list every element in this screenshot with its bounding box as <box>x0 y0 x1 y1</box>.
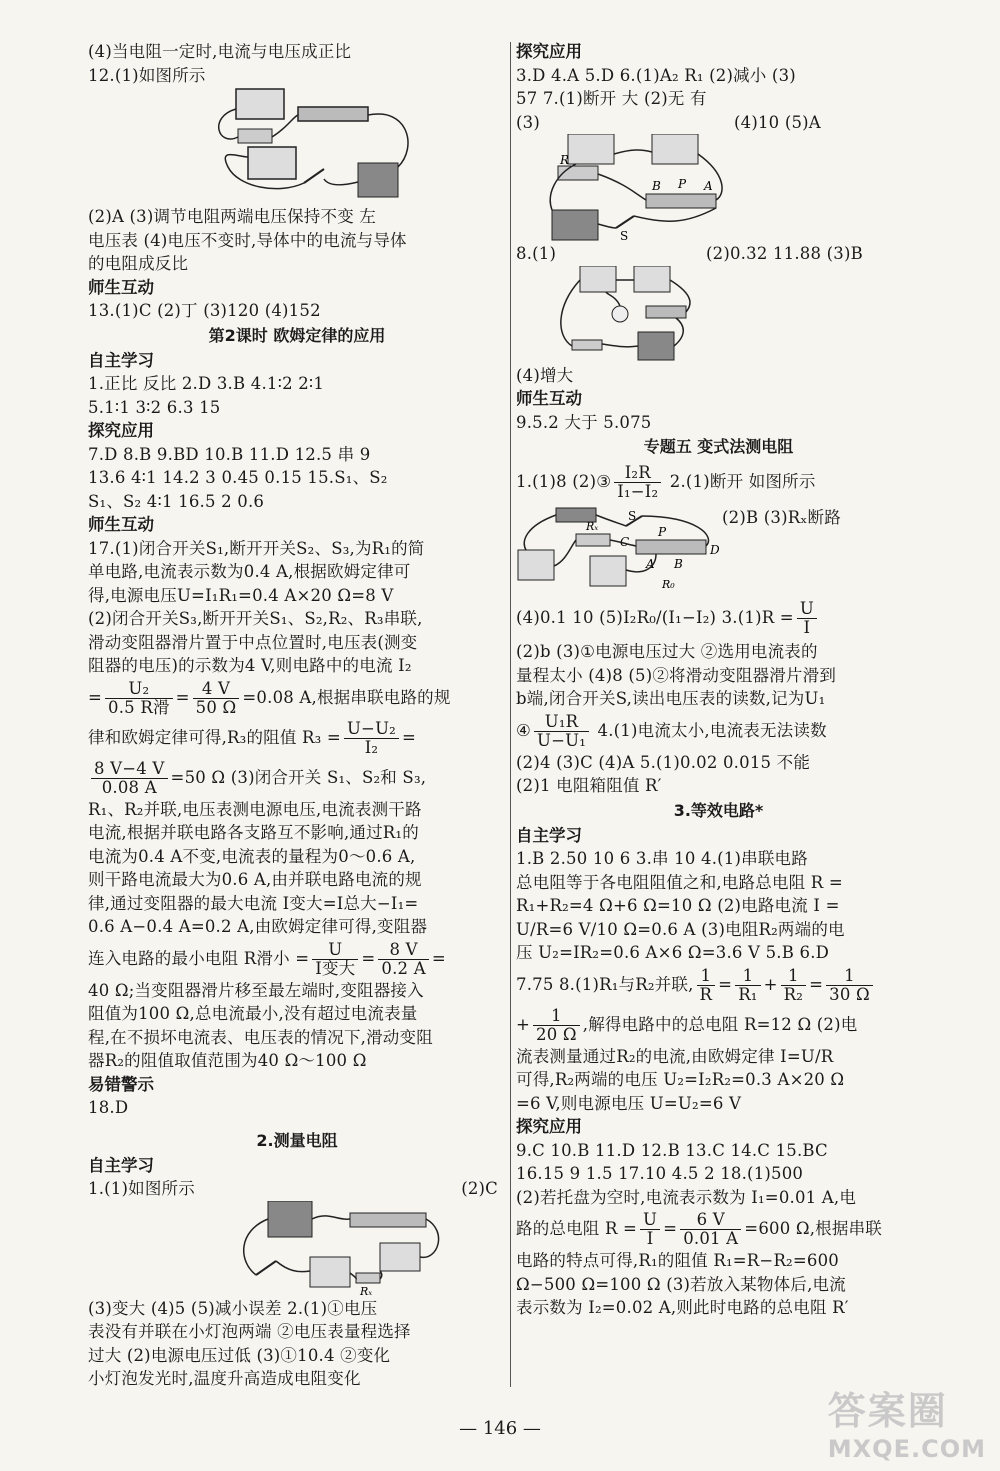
text-line: 小灯泡发光时,温度升高造成电阻变化 <box>88 1369 361 1388</box>
text-line: 阻器的电压)的示数为4 V,则电路中的电流 I₂ <box>88 656 412 675</box>
label-b: B <box>674 557 683 571</box>
formula-line: 律和欧姆定律可得,R₃的阻值 R₃ = $\frac{\text{U−U₂}}{\text{I₂}}$ = <box>88 718 417 757</box>
fraction: $\frac{U}{I}$ <box>640 1211 660 1248</box>
section-heading: 探究应用 <box>516 1117 582 1136</box>
label-d: D <box>710 543 720 557</box>
text-line: 1.B 2.50 10 6 3.串 10 4.(1)串联电路 <box>516 849 808 868</box>
text-span: = <box>88 687 103 707</box>
fraction: $\frac{8 V}{0.2 A}$ <box>378 941 428 978</box>
label-c: C <box>620 535 630 549</box>
text-line: 18.D <box>88 1098 129 1117</box>
text-line: 电路的特点可得,R₁的阻值 R₁=R−R₂=600 <box>516 1251 839 1270</box>
label-r: R <box>560 153 570 167</box>
section-heading: 自主学习 <box>88 350 154 370</box>
lesson-title: 3.等效电路* <box>673 800 764 820</box>
text-line: 总电阻等于各电阻阻值之和,电路总电阻 R = <box>516 872 843 892</box>
label-r0: R₀ <box>662 578 675 591</box>
section-heading: 自主学习 <box>88 1155 154 1175</box>
resistor-figure <box>576 534 610 546</box>
ammeter-figure <box>518 550 554 580</box>
fraction: $\frac{1}{\text{R₂}}$ <box>781 967 806 1004</box>
lesson-title: 第2课时 欧姆定律的应用 <box>208 325 386 345</box>
rheostat-figure <box>636 540 706 554</box>
text-line: 过大 (2)电源电压过低 (3)①10.4 ②变化 <box>88 1345 391 1365</box>
text-line: (3)变大 (4)5 (5)减小误差 2.(1)①电压 <box>88 1298 378 1318</box>
battery-figure <box>268 1201 312 1237</box>
text-line: (2)b (3)①电源电压过大 ②选用电流表的 <box>516 642 818 661</box>
fraction: $\frac{1}{20 \Omega}$ <box>533 1007 580 1044</box>
text-span: (2)B (3)Rₓ断路 <box>722 508 841 527</box>
text-line: 可得,R₂两端的电压 U₂=I₂R₂=0.3 A×20 Ω <box>516 1070 845 1089</box>
text-span: (2)0.32 11.88 (3)B <box>706 244 863 263</box>
text-line: (4)增大 <box>516 365 574 385</box>
text-span: (4)10 (5)A <box>734 112 821 132</box>
rheostat-figure <box>646 306 686 318</box>
circuit-figure-7 <box>516 134 921 242</box>
section-heading: 探究应用 <box>88 421 154 440</box>
text-line: 9.C 10.B 11.D 12.B 13.C 14.C 15.BC <box>516 1140 828 1160</box>
text-line: 滑动变阻器滑片置于中点位置时,电压表(测变 <box>88 632 418 652</box>
switch-figure <box>256 1261 276 1275</box>
text-line: S₁、S₂ 4∶1 16.5 2 0.6 <box>88 491 265 511</box>
page-number: — 146 — <box>459 1418 541 1439</box>
text-line: 40 Ω;当变阻器滑片移至最左端时,变阻器接入 <box>88 980 424 1000</box>
rheostat-figure <box>646 194 716 208</box>
text-span: (2)C <box>461 1179 498 1198</box>
label-s: S <box>628 509 637 523</box>
label-rx: Rₓ <box>586 520 599 533</box>
text-line: 律,通过变阻器的最大电流 I变大=I总大−I₁= <box>88 893 419 913</box>
formula-line: ④ $\frac{\text{U₁R}}{\text{U−U₁}}$ 4.(1)电流太小,电流表无法读数 <box>516 711 827 750</box>
fraction: $\frac{\text{U₁R}}{\text{U−U₁}}$ <box>534 713 589 750</box>
switch-figure <box>572 340 602 350</box>
text-line: U/R=6 V/10 Ω=0.6 A (3)电阻R₂两端的电 <box>516 919 845 939</box>
text-line: 器R₂的阻值取值范围为40 Ω～100 Ω <box>88 1051 367 1070</box>
text-line: (2)1 电阻箱阻值 R′ <box>516 776 662 795</box>
battery-figure <box>358 163 398 197</box>
label-p: P <box>678 177 687 191</box>
watermark-logo-text: 答案圈 <box>827 1389 948 1433</box>
text-line: 电流,根据并联电路各支路互不影响,通过R₁的 <box>88 823 419 842</box>
text-line: R₁、R₂并联,电压表测电源电压,电流表测干路 <box>88 799 422 819</box>
text-line: 表示数为 I₂=0.02 A,则此时电路的总电阻 R′ <box>516 1298 849 1317</box>
text-line <box>516 242 921 266</box>
text-line: 量程太小 (4)8 (5)②将滑动变阻器滑片滑到 <box>516 665 837 685</box>
text-line: 16.15 9 1.5 17.10 4.5 2 18.(1)500 <box>516 1164 804 1183</box>
text-line: 0.6 A−0.4 A=0.2 A,由欧姆定律可得,变阻器 <box>88 917 428 936</box>
voltmeter-figure <box>380 1243 420 1271</box>
ammeter-figure <box>310 1257 350 1287</box>
text-span: 8.(1) <box>516 244 557 263</box>
text-line: 1.正比 反比 2.D 3.B 4.1∶2 2∶1 <box>88 374 325 393</box>
fraction: $\frac{1}{30 \Omega}$ <box>826 967 873 1004</box>
label-rx: Rₓ <box>360 1284 373 1297</box>
voltmeter-figure <box>590 556 626 586</box>
battery-figure <box>638 332 674 360</box>
circuit-figure-measure <box>88 1201 506 1297</box>
lesson-title: 2.测量电阻 <box>256 1130 338 1150</box>
fraction: $\frac{6 V}{0.01 A}$ <box>680 1211 741 1248</box>
text-line: R₁+R₂=4 Ω+6 Ω=10 Ω (2)电路电流 I = <box>516 896 840 915</box>
text-line: 57 7.(1)断开 大 (2)无 有 <box>516 89 707 108</box>
text-line: (2)闭合开关S₃,断开开关S₁、S₂,R₂、R₃串联, <box>88 609 423 628</box>
formula-line: $\frac{8 V-4 V}{0.08 A}$ =50 Ω (3)闭合开关 S₁、S₂和 S₃, <box>88 758 506 798</box>
text-line: 压 U₂=IR₂=0.6 A×6 Ω=3.6 V 5.B 6.D <box>516 943 830 962</box>
label-a: A <box>704 179 713 193</box>
voltmeter-figure <box>236 89 284 119</box>
switch-figure <box>304 169 324 183</box>
text-line: 5.1∶1 3∶2 6.3 15 <box>88 397 221 417</box>
label-s: S <box>620 229 629 242</box>
voltmeter-figure <box>568 134 614 164</box>
section-heading: 师生互动 <box>88 277 154 297</box>
label-p: P <box>658 525 667 539</box>
resistor-figure <box>238 129 272 143</box>
circuit-figure-8 <box>516 266 921 364</box>
left-column <box>88 40 506 1391</box>
formula-line: 7.75 8.(1)R₁与R₂并联, $\frac{1}{R}$ = $\frac{1}{\text{R₁}}$ + $\frac{1}{\text{R₂}}$ = $\frac{1}{30 \Omega}$ <box>516 965 921 1005</box>
formula-line: 连入电路的最小电阻 R滑小 = $\frac{U}{\text{I变大}}$ = $\frac{8 V}{0.2 A}$ = <box>88 939 446 978</box>
text-line: 的电阻成反比 <box>88 254 189 273</box>
text-line: 13.6 4∶1 14.2 3 0.45 0.15 15.S₁、S₂ <box>88 468 388 487</box>
text-line: (2)若托盘为空时,电流表示数为 I₁=0.01 A,电 <box>516 1187 857 1207</box>
fraction: $\frac{\text{U−U₂}}{\text{I₂}}$ <box>344 720 399 757</box>
watermark <box>828 1380 986 1463</box>
fraction: $\frac{U}{I}$ <box>797 600 817 637</box>
section-heading: 探究应用 <box>516 42 582 61</box>
fraction: $\frac{\text{I₂R}}{\text{I₁−I₂}}$ <box>614 464 661 501</box>
ammeter-figure <box>248 147 296 179</box>
formula-line: (4)0.1 10 (5)I₂R₀/(I₁−I₂) 3.(1)R = $\frac{U}{I}$ <box>516 596 921 640</box>
text-line: 9.5.2 大于 5.075 <box>516 412 652 432</box>
fraction: $\frac{U}{\text{I变大}}$ <box>312 941 358 978</box>
ammeter-figure <box>580 266 616 292</box>
bulb-figure <box>612 306 628 322</box>
formula-line: = $\frac{\text{U₂}}{\text{0.5 R滑}}$ = $\frac{4 V}{50 \Omega}$ =0.08 A,根据串联电路的规 <box>88 678 451 717</box>
column-divider <box>510 42 511 1387</box>
text-line: 程,在不损坏电流表、电压表的情况下,滑动变阻 <box>88 1027 433 1047</box>
circuit-figure-topic5 <box>516 506 921 596</box>
text-line <box>88 1177 506 1201</box>
text-line: b端,闭合开关S,读出电压表的读数,记为U₁ <box>516 689 826 708</box>
text-span: 1.(1)如图所示 <box>88 1179 195 1198</box>
section-heading: 师生互动 <box>88 515 154 534</box>
text-line: 则干路电流最大为0.6 A,由并联电路电流的规 <box>88 870 422 889</box>
fraction: $\frac{8 V-4 V}{0.08 A}$ <box>91 760 168 797</box>
text-line: (4)当电阻一定时,电流与电压成正比 <box>88 42 352 61</box>
fraction: $\frac{1}{\text{R₁}}$ <box>735 967 760 1004</box>
label-a: A <box>646 557 655 571</box>
watermark-url: MXQE.COM <box>827 1435 986 1463</box>
topic-title: 专题五 变式法测电阻 <box>643 437 794 456</box>
text-line: 单电路,电流表示数为0.4 A,根据欧姆定律可 <box>88 562 411 581</box>
switch-figure <box>616 216 634 228</box>
text-line: 得,电源电压U=I₁R₁=0.4 A×20 Ω=8 V <box>88 585 394 605</box>
text-line: 7.D 8.B 9.BD 10.B 11.D 12.5 串 9 <box>88 444 371 464</box>
circuit-figure-12 <box>88 87 506 205</box>
text-line: (2)A (3)调节电阻两端电压保持不变 左 <box>88 207 377 226</box>
text-line: 12.(1)如图所示 <box>88 65 206 85</box>
voltmeter-figure <box>634 266 670 292</box>
text-line: 3.D 4.A 5.D 6.(1)A₂ R₁ (2)减小 (3) <box>516 65 796 85</box>
right-column <box>516 40 921 1320</box>
text-line: 流表测量通过R₂的电流,由欧姆定律 I=U/R <box>516 1046 834 1066</box>
formula-line: 路的总电阻 R = $\frac{U}{I}$ = $\frac{6 V}{0.01 A}$ =600 Ω,根据串联 <box>516 1210 882 1248</box>
section-heading: 师生互动 <box>516 389 582 408</box>
fraction: $\frac{4 V}{50 \Omega}$ <box>193 680 240 717</box>
rheostat-figure <box>298 107 368 121</box>
text-line: 电压表 (4)电压不变时,导体中的电流与导体 <box>88 230 407 250</box>
formula-line: 1.(1)8 (2)③ $\frac{\text{I₂R}}{\text{I₁−I₂}}$ 2.(1)断开 如图所示 <box>516 463 816 501</box>
text-line: 17.(1)闭合开关S₁,断开开关S₂、S₃,为R₁的简 <box>88 538 425 558</box>
text-line: 13.(1)C (2)丁 (3)120 (4)152 <box>88 301 321 320</box>
text-line: 阻值为100 Ω,总电流最小,没有超过电流表量 <box>88 1004 418 1023</box>
ammeter-figure <box>652 134 698 164</box>
text-line: =6 V,则电源电压 U=U₂=6 V <box>516 1093 742 1113</box>
text-line: 电流为0.4 A不变,电流表的量程为0～0.6 A, <box>88 846 416 866</box>
fraction: $\frac{\text{U₂}}{\text{0.5 R滑}}$ <box>105 680 173 717</box>
formula-line: + $\frac{1}{20 \Omega}$ ,解得电路中的总电阻 R=12 Ω (2)电 <box>516 1005 858 1044</box>
fraction: $\frac{1}{R}$ <box>697 967 716 1004</box>
battery-figure <box>552 210 598 240</box>
rheostat-figure <box>350 1213 426 1227</box>
text-line <box>516 111 921 135</box>
label-b: B <box>652 179 661 193</box>
section-heading: 自主学习 <box>516 825 582 845</box>
text-span: (3) <box>516 112 540 132</box>
text-line: 表没有并联在小灯泡两端 ②电压表量程选择 <box>88 1322 411 1341</box>
text-line: Ω−500 Ω=100 Ω (3)若放入某物体后,电流 <box>516 1274 846 1294</box>
resistor-figure <box>356 1273 380 1283</box>
section-heading: 易错警示 <box>88 1074 154 1094</box>
text-line: (2)4 (3)C (4)A 5.(1)0.02 0.015 不能 <box>516 752 811 772</box>
